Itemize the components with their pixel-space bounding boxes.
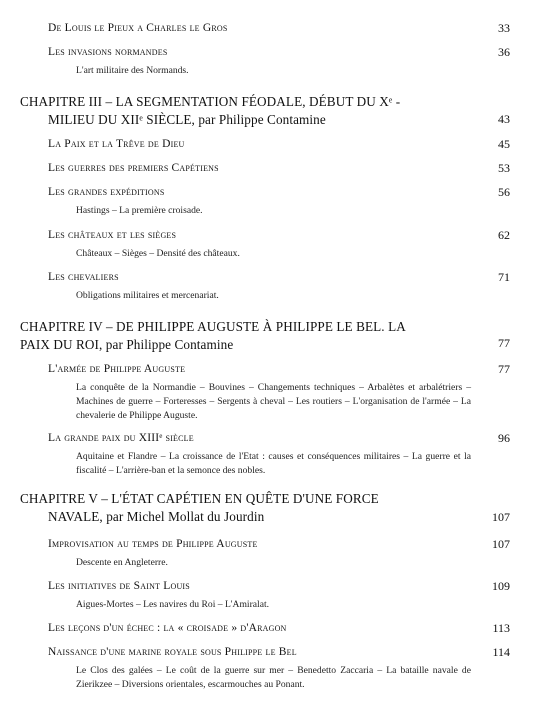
toc-page-number: 77 xyxy=(498,362,510,376)
toc-page-number: 43 xyxy=(498,112,510,126)
toc-section-summary: Aigues-Mortes – Les navires du Roi – L'Amiralat. xyxy=(76,599,270,610)
toc-section-summary: La conquête de la Normandie – Bouvines – Changements techniques – Arbalètes et arbalétriers – Machines de guerre – Forteresses – Sergents à cheval – Les routiers – L'organisation de l'armée – La chevalerie de Philippe Auguste. xyxy=(76,382,471,421)
toc-section-summary: Hastings – La première croisade. xyxy=(76,205,203,216)
toc-section-summary: Châteaux – Sièges – Densité des châteaux. xyxy=(76,248,240,259)
toc-section-title: Les invasions normandes xyxy=(48,46,168,58)
toc-section-summary: L'art militaire des Normands. xyxy=(76,65,189,76)
toc-page-number: 62 xyxy=(498,228,510,242)
toc-page-number: 45 xyxy=(498,137,510,151)
toc-section-title: L'armée de Philippe Auguste xyxy=(48,363,186,375)
toc-section-title: Les leçons d'un échec : la « croisade » d'Aragon xyxy=(48,622,287,634)
toc-section-title: Les chevaliers xyxy=(48,271,119,283)
toc-page-number: 107 xyxy=(492,537,510,551)
chapter-heading-line: CHAPITRE IV – DE PHILIPPE AUGUSTE À PHILIPPE LE BEL. LA xyxy=(20,319,406,334)
toc-page-number: 36 xyxy=(498,45,510,59)
toc-section-title: Improvisation au temps de Philippe Auguste xyxy=(48,538,258,550)
toc-page-number: 113 xyxy=(492,621,510,635)
chapter-heading-line: PAIX DU ROI, par Philippe Contamine xyxy=(20,337,234,352)
toc-page-number: 53 xyxy=(498,161,510,175)
chapter-heading-line: NAVALE, par Michel Mollat du Jourdin xyxy=(48,509,265,524)
toc-section-title: La grande paix du XIIIᵉ siècle xyxy=(48,432,194,444)
toc-page-number: 109 xyxy=(492,579,510,593)
toc-section-title: Les châteaux et les sièges xyxy=(48,229,177,241)
toc-page-number: 96 xyxy=(498,431,510,445)
toc-page-number: 114 xyxy=(492,645,510,659)
toc-section-summary: Descente en Angleterre. xyxy=(76,557,168,568)
toc-page-number: 71 xyxy=(498,270,510,284)
toc-page-number: 56 xyxy=(498,185,510,199)
toc-section-title: Les initiatives de Saint Louis xyxy=(48,580,190,592)
toc-page-number: 107 xyxy=(492,510,510,524)
toc-section-summary: Obligations militaires et mercenariat. xyxy=(76,290,219,301)
chapter-heading xyxy=(20,93,470,129)
toc-section-title: De Louis le Pieux a Charles le Gros xyxy=(48,22,228,34)
toc-page-number: 77 xyxy=(498,336,510,350)
toc-section-title: Les grandes expéditions xyxy=(48,186,165,198)
chapter-heading xyxy=(20,490,470,526)
chapter-heading xyxy=(20,318,470,354)
chapter-heading-line: CHAPITRE III – LA SEGMENTATION FÉODALE, DÉBUT DU Xᵉ - xyxy=(20,94,401,109)
toc-section-title: Les guerres des premiers Capétiens xyxy=(48,162,219,174)
toc-section-summary: Le Clos des galées – Le coût de la guerre sur mer – Benedetto Zaccaria – La bataille navale de Zierikzee – Diversions orientales, escarmouches au Ponant. xyxy=(76,665,471,690)
toc-section-title: Naissance d'une marine royale sous Philippe le Bel xyxy=(48,646,297,658)
chapter-heading-line: MILIEU DU XIIᵉ SIÈCLE, par Philippe Contamine xyxy=(48,112,326,127)
toc-section-title: La Paix et la Trêve de Dieu xyxy=(48,138,185,150)
toc-section-summary: Aquitaine et Flandre – La croissance de l'Etat : causes et conséquences militaires – La guerre et la fiscalité – L'arrière-ban et la semonce des nobles. xyxy=(76,451,471,476)
chapter-heading-line: CHAPITRE V – L'ÉTAT CAPÉTIEN EN QUÊTE D'UNE FORCE xyxy=(20,491,379,506)
toc-page-number: 33 xyxy=(498,21,510,35)
